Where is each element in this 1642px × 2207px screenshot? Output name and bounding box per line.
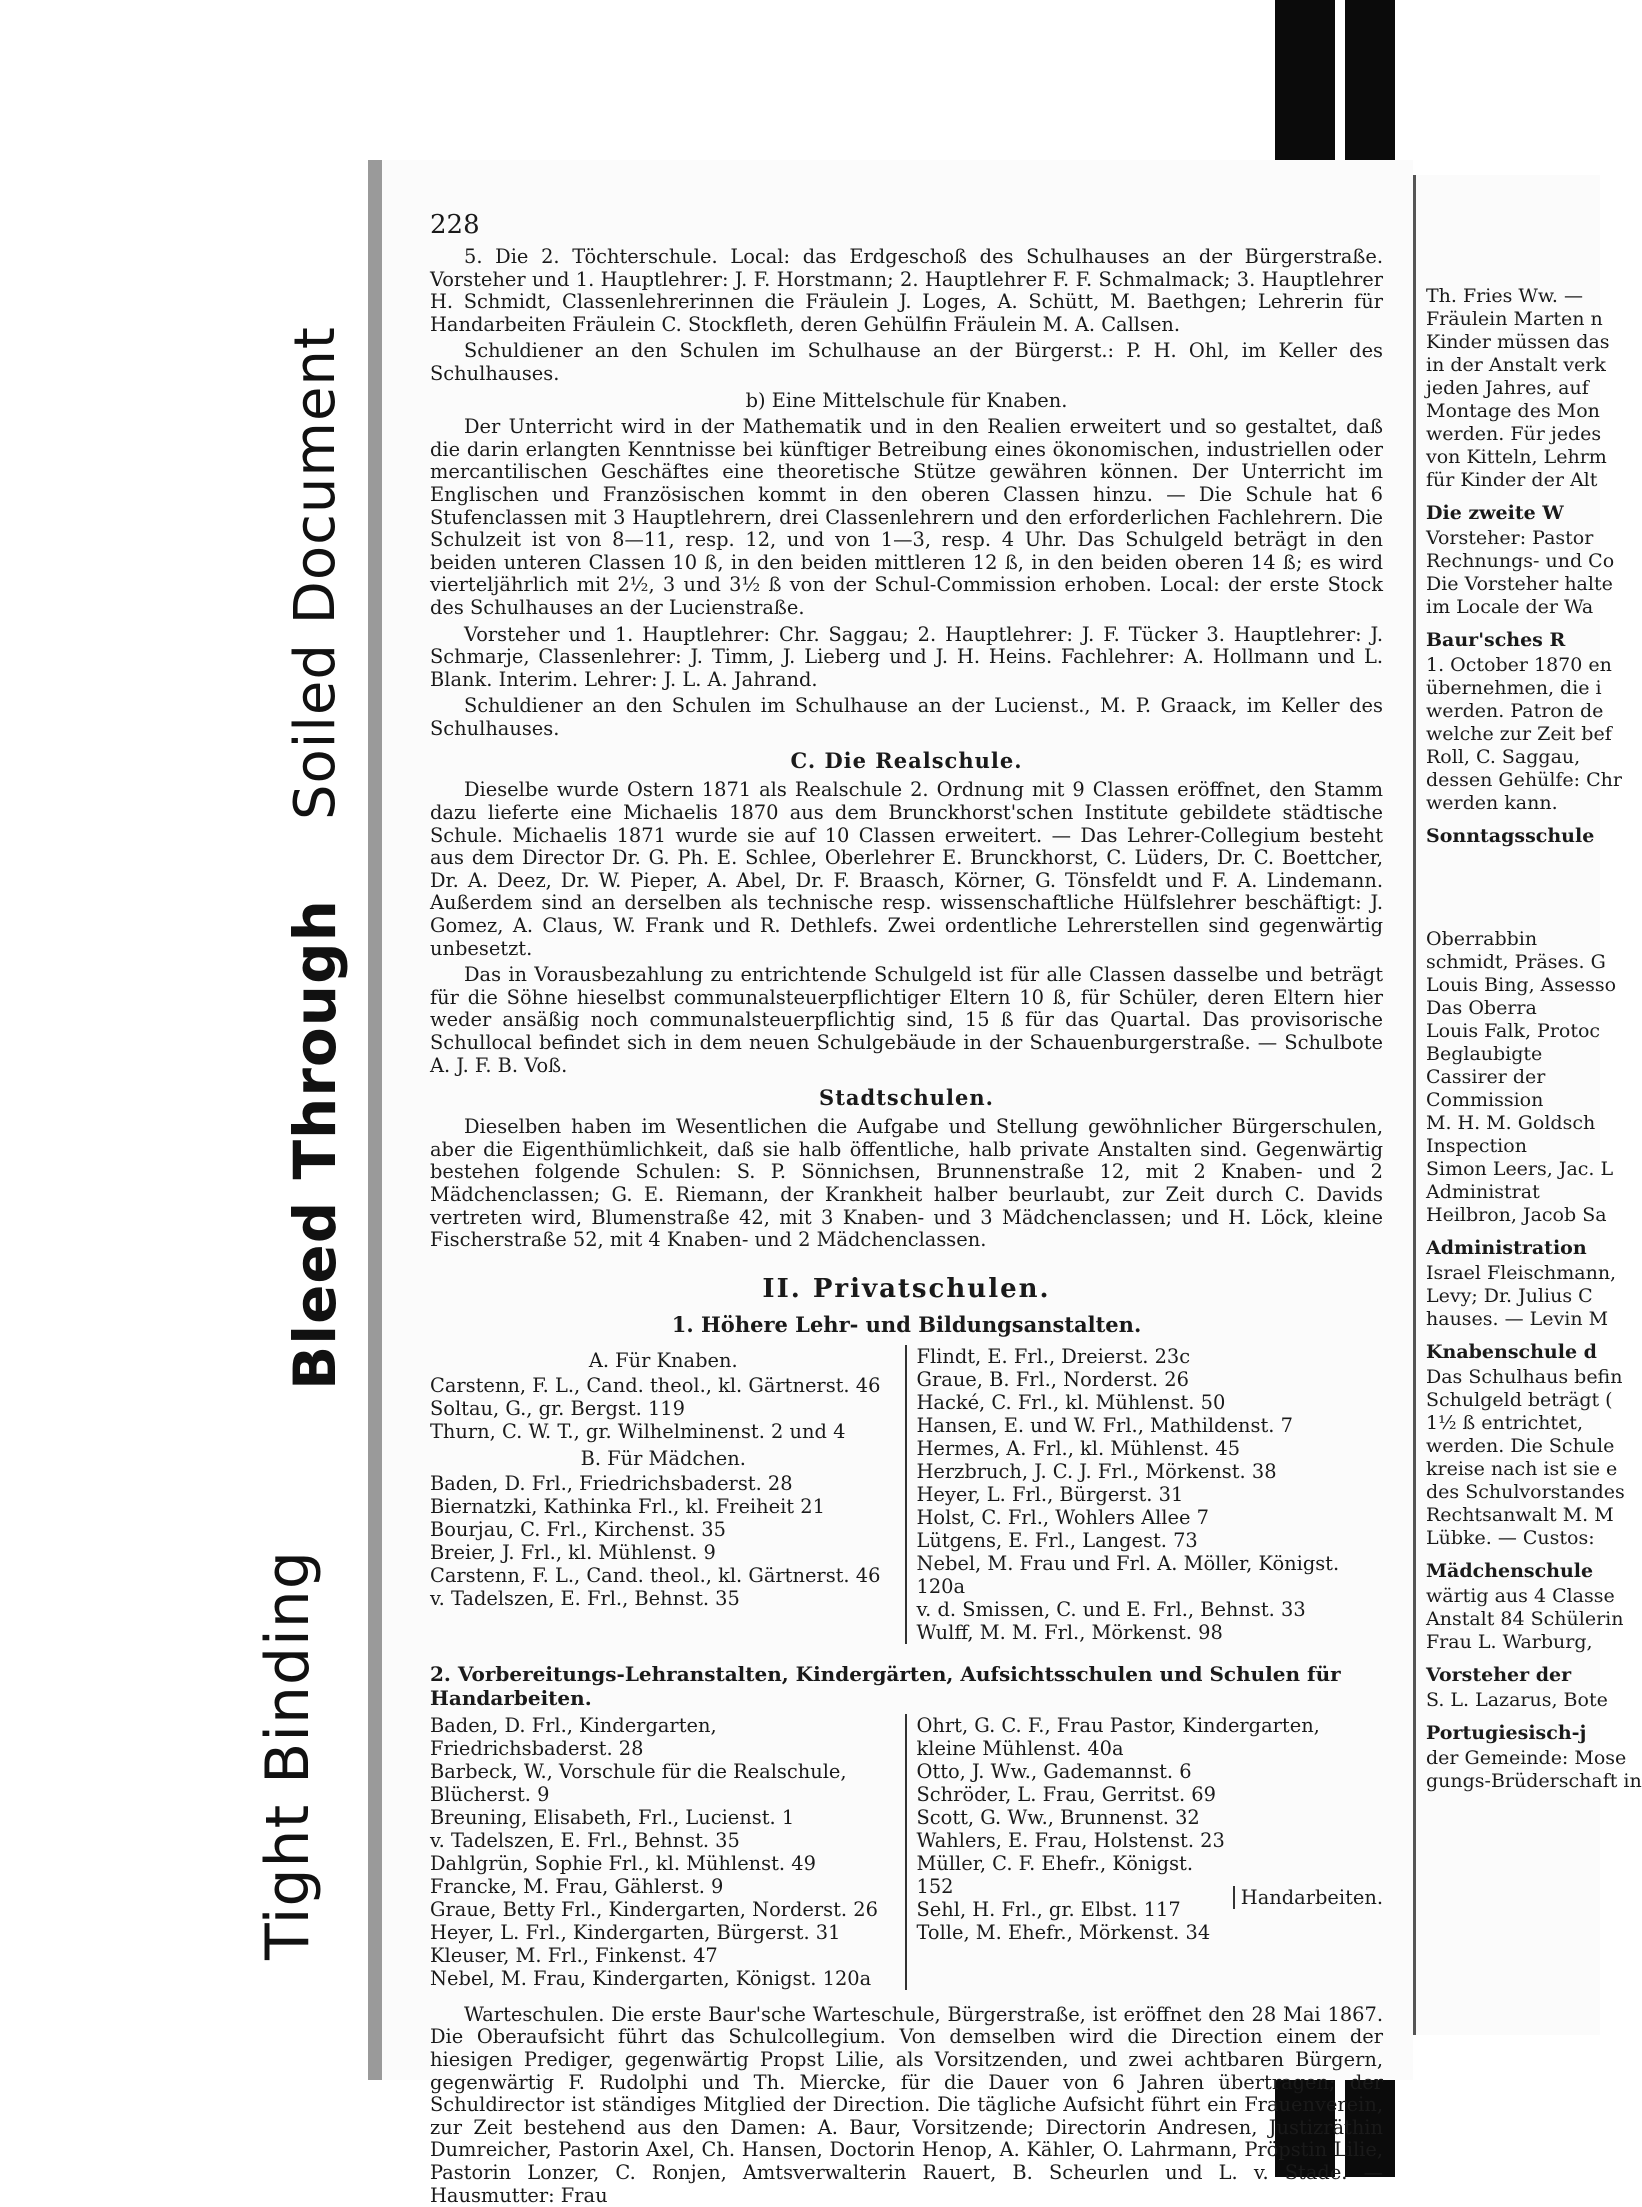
paragraph: Dieselbe wurde Ostern 1871 als Realschule 2. Ordnung mit 9 Classen eröffnet, den Stamm dazu lieferte eine Michaelis 1870 aus dem Brunckhorst'schen Institute gebildete städtische Schule. Michaelis 1871 wurde sie auf 10 Classen erweitert. — Das Lehrer-Collegium besteht aus dem Director Dr. G. Ph. E. Schlee, Oberlehrer E. Brunckhorst, C. Lüders, Dr. C. Boettcher, Dr. A. Deez, Dr. W. Pieper, A. Abel, Dr. F. Braasch, Körner, G. Tönsfeldt und F. A. Lindemann. Außerdem sind an derselben als technische resp. wissenschaftliche Hülfslehrer beschäftigt: J. Gomez, A. Claus, W. Frank und R. Dethlefs. Zwei ordentliche Lehrerstellen sind gegenwärtig unbesetzt. [430, 778, 1383, 960]
list-item: Barbeck, W., Vorschule für die Realschule, Blücherst. 9 [430, 1759, 847, 1806]
fragment-heading: Knabenschule d [1426, 1341, 1597, 1363]
fragment-heading: Portugiesisch-j [1426, 1722, 1587, 1744]
list-item: Sehl, H. Frl., gr. Elbst. 117 [916, 1897, 1181, 1921]
fragment-line: Louis Bing, Assesso [1426, 974, 1617, 996]
list-item: Otto, J. Ww., Gademannst. 6 [916, 1759, 1192, 1783]
fragment-line: Die Vorsteher halte [1426, 573, 1613, 595]
handarbeiten-items [917, 1852, 1233, 1944]
fragment-line: M. H. M. Goldsch [1426, 1112, 1596, 1134]
fragment-line: Anstalt 84 Schülerin [1426, 1608, 1624, 1630]
fragment-line: 1½ ß entrichtet, [1426, 1412, 1583, 1434]
list-item: Breier, J. Frl., kl. Mühlenst. 9 [430, 1540, 716, 1564]
section-heading-privatschulen: II. Privatschulen. [762, 1273, 1051, 1304]
school-list-right [917, 1345, 1384, 1644]
fragment-line: Frau L. Warburg, [1426, 1631, 1593, 1653]
fragment-line: für Kinder der Alt [1426, 469, 1598, 491]
list-subheading: B. Für Mädchen. [580, 1446, 746, 1470]
list-item: Schröder, L. Frau, Gerritst. 69 [916, 1782, 1216, 1806]
list-item: Heyer, L. Frl., Bürgerst. 31 [916, 1482, 1184, 1506]
fragment-line: des Schulvorstandes [1426, 1481, 1625, 1503]
list-item: Hansen, E. und W. Frl., Mathildenst. 7 [916, 1413, 1293, 1437]
fragment-line: Th. Fries Ww. — [1426, 285, 1583, 307]
book-page [368, 160, 1413, 2207]
fragment-line: im Locale der Wa [1426, 596, 1594, 618]
fragment-line: wärtig aus 4 Classe [1426, 1585, 1615, 1607]
fragment-line: Rechnungs- und Co [1426, 550, 1615, 572]
school-list-columns [430, 1345, 1383, 1644]
fragment-line: werden. Patron de [1426, 700, 1604, 722]
fragment-line: in der Anstalt verk [1426, 354, 1606, 376]
vorbereitung-list-columns [430, 1714, 1383, 1990]
list-item: Wahlers, E. Frau, Holstenst. 23 [916, 1828, 1225, 1852]
list-item: Hacké, C. Frl., kl. Mühlenst. 50 [916, 1390, 1226, 1414]
list-item: Bourjau, C. Frl., Kirchenst. 35 [430, 1517, 726, 1541]
bleed-through-stamp: Bleed Through [281, 899, 349, 1390]
paragraph: Das in Vorausbezahlung zu entrichtende Schulgeld ist für alle Classen dasselbe und beträgt für die Söhne hieselbst communalsteuerpflichtiger Eltern 10 ß, für Schüler, deren Eltern hier weder ansäßig noch communalsteuerpflichtig sind, 15 ß für das Quartal. Das provisorische Schullocal befindet sich in dem neuen Schulgebäude in der Schauenburgerstraße. — Schulbote A. J. F. B. Voß. [430, 963, 1383, 1077]
fragment-line: Simon Leers, Jac. L [1426, 1158, 1614, 1180]
section-heading-realschule: C. Die Realschule. [790, 748, 1023, 774]
fragment-line: Montage des Mon [1426, 400, 1600, 422]
list-item: Dahlgrün, Sophie Frl., kl. Mühlenst. 49 [430, 1851, 816, 1875]
fragment-line: Levy; Dr. Julius C [1426, 1285, 1593, 1307]
paragraph: Dieselben haben im Wesentlichen die Aufgabe und Stellung gewöhnlicher Bürgerschulen, aber die Eigenthümlichkeit, daß sie halb öffentliche, halb private Anstalten sind. Gegenwärtig bestehen folgende Schulen: S. P. Sönnichsen, Brunnenstraße 12, mit 2 Knaben- und 2 Mädchenclassen; G. E. Riemann, der Krankheit halber beurlaubt, zur Zeit durch C. Davids vertreten wird, Blumenstraße 42, mit 3 Knaben- und 3 Mädchenclassen; und H. Löck, kleine Fischerstraße 52, mit 4 Knaben- und 2 Mädchenclassen. [430, 1115, 1383, 1252]
paragraph: 5. Die 2. Töchterschule. Local: das Erdgeschoß des Schulhauses an der Bürgerstraße. Vorsteher und 1. Hauptlehrer: J. F. Horstmann; 2. Hauptlehrer F. F. Schmalmack; 3. Hauptlehrer H. Schmidt, Classenlehrerinnen die Fräulein J. Loges, A. Schütt, M. Baethgen; Lehrerin für Handarbeiten Fräulein C. Stockfleth, deren Gehülfin Fräulein M. A. Callsen. [430, 245, 1383, 336]
fragment-line: Heilbron, Jacob Sa [1426, 1204, 1607, 1226]
fragment-line: der Gemeinde: Mose [1426, 1747, 1627, 1769]
list-item: v. Tadelszen, E. Frl., Behnst. 35 [430, 1828, 740, 1852]
fragment-line: 1. October 1870 en [1426, 654, 1612, 676]
list-item: Baden, D. Frl., Kindergarten, Friedrichsbaderst. 28 [430, 1713, 717, 1760]
subsection-heading: 1. Höhere Lehr- und Bildungsanstalten. [671, 1311, 1142, 1337]
section-title: b) Eine Mittelschule für Knaben. [745, 388, 1068, 412]
fragment-line: werden kann. [1426, 792, 1558, 814]
list-item: Biernatzki, Kathinka Frl., kl. Freiheit 21 [430, 1494, 825, 1518]
handarbeiten-label: Handarbeiten. [1233, 1886, 1383, 1909]
fragment-line: Administrat [1426, 1181, 1540, 1203]
fragment-heading: Die zweite W [1426, 502, 1564, 524]
fragment-line: Beglaubigte [1426, 1043, 1543, 1065]
fragment-line: hauses. — Levin M [1426, 1308, 1609, 1330]
school-list-left [430, 1345, 907, 1644]
handarbeiten-group [917, 1852, 1384, 1944]
list-item: Herzbruch, J. C. J. Frl., Mörkenst. 38 [916, 1459, 1277, 1483]
fragment-heading: Mädchenschule [1426, 1560, 1594, 1582]
paragraph: Schuldiener an den Schulen im Schulhause an der Bürgerst.: P. H. Ohl, im Keller des Schulhauses. [430, 339, 1383, 385]
fragment-line: Rechtsanwalt M. M [1426, 1504, 1614, 1526]
fragment-line: Das Schulhaus befin [1426, 1366, 1623, 1388]
fragment-line: Israel Fleischmann, [1426, 1262, 1617, 1284]
list-item: Nebel, M. Frau und Frl. A. Möller, Königst. 120a [916, 1551, 1340, 1598]
list-item: v. d. Smissen, C. und E. Frl., Behnst. 33 [916, 1597, 1306, 1621]
fragment-line: werden. Die Schule [1426, 1435, 1615, 1457]
paragraph: Der Unterricht wird in der Mathematik und in den Realien erweitert und so gestaltet, daß die darin erlangten Kenntnisse bei künftiger Betreibung eines ökonomischen, industriellen oder mercantilischen Geschäftes eine theoretische Stütze gewähren können. Der Unterricht im Englischen und Französischen kommt in den oberen Classen hinzu. — Die Schule hat 6 Stufenclassen mit 3 Hauptlehrern, drei Classenlehrern und den erforderlichen Fachlehrern. Die Schulzeit ist von 8—11, resp. 12, und von 1—3, resp. 4 Uhr. Das Schulgeld beträgt in den beiden unteren Classen 10 ß, in den beiden mittleren 12 ß, in den beiden oberen 14 ß; es wird vierteljährlich mit 2½, 3 und 3½ ß von der Schul-Commission erhoben. Local: der erste Stock des Schulhauses an der Lucienstraße. [430, 415, 1383, 619]
fragment-line: kreise nach ist sie e [1426, 1458, 1618, 1480]
list-item: Heyer, L. Frl., Kindergarten, Bürgerst. 31 [430, 1920, 841, 1944]
fragment-line: S. L. Lazarus, Bote [1426, 1689, 1608, 1711]
fragment-line: dessen Gehülfe: Chr [1426, 769, 1622, 791]
list-item: Müller, C. F. Ehefr., Königst. 152 [916, 1851, 1193, 1898]
vorbereitung-list-left [430, 1714, 907, 1990]
paragraph: Vorsteher und 1. Hauptlehrer: Chr. Saggau; 2. Hauptlehrer: J. F. Tücker 3. Hauptlehrer: J. Schmarje, Classenlehrer: J. Timm, J. Lieberg und J. H. Heins. Fachlehrer: A. Hollmann und L. Blank. Interim. Lehrer: J. L. A. Jahrand. [430, 622, 1383, 691]
fragment-line: von Kitteln, Lehrm [1426, 446, 1607, 468]
fragment-line: Roll, C. Saggau, [1426, 746, 1581, 768]
list-item: Kleuser, M. Frl., Finkenst. 47 [430, 1943, 718, 1967]
paragraph: Schuldiener an den Schulen im Schulhause an der Lucienst., M. P. Graack, im Keller des Schulhauses. [430, 694, 1383, 740]
fragment-line: werden. Für jedes [1426, 423, 1602, 445]
subsection-heading: 2. Vorbereitungs-Lehranstalten, Kindergärten, Aufsichtsschulen und Schulen für Handarbeiten. [430, 1661, 1341, 1710]
list-item: Wulff, M. M. Frl., Mörkenst. 98 [916, 1620, 1223, 1644]
list-item: Baden, D. Frl., Friedrichsbaderst. 28 [430, 1471, 793, 1495]
soiled-document-stamp: Soiled Document [283, 326, 348, 820]
fragment-line: schmidt, Präses. G [1426, 951, 1606, 973]
vorbereitung-list-right [917, 1714, 1384, 1990]
list-item: Hermes, A. Frl., kl. Mühlenst. 45 [916, 1436, 1241, 1460]
fragment-line: jeden Jahres, auf [1426, 377, 1589, 399]
fragment-line: welche zur Zeit bef [1426, 723, 1612, 745]
list-item: Graue, B. Frl., Norderst. 26 [916, 1367, 1189, 1391]
fragment-line: gungs-Brüderschaft in [1426, 1770, 1642, 1792]
list-item: Carstenn, F. L., Cand. theol., kl. Gärtnerst. 46 [430, 1373, 881, 1397]
list-item: Francke, M. Frau, Gählerst. 9 [430, 1874, 724, 1898]
list-item: Ohrt, G. C. F., Frau Pastor, Kindergarten, kleine Mühlenst. 40a [916, 1713, 1320, 1760]
section-heading-stadtschulen: Stadtschulen. [819, 1085, 994, 1111]
fragment-line: Schulgeld beträgt ( [1426, 1389, 1613, 1411]
list-item: Flindt, E. Frl., Dreierst. 23c [916, 1344, 1191, 1368]
list-item: Lütgens, E. Frl., Langest. 73 [916, 1528, 1198, 1552]
fragment-heading: Baur'sches R [1426, 629, 1566, 651]
paragraph: Warteschulen. Die erste Baur'sche Warteschule, Bürgerstraße, ist eröffnet den 28 Mai 1867. Die Oberaufsicht führt das Schulcollegium. Von demselben wird die Direction einem der hiesigen Prediger, gegenwärtig Propst Lilie, als Vorsitzenden, und zwei achtbaren Bürgern, gegenwärtig F. Rudolphi und Th. Miercke, für die Dauer von 6 Jahren übertragen; der Schuldirector ist ständiges Mitglied der Direction. Die tägliche Aufsicht führt ein Frauenverein, zur Zeit bestehend aus den Damen: A. Baur, Vorsitzende; Directorin Andresen, Justizräthin Dumreicher, Pastorin Axel, Ch. Hansen, Doctorin Henop, A. Kähler, O. Lahrmann, Pröpstin Lilie, Pastorin Lonzer, C. Ronjen, Amtsverwalterin Rauert, B. Scheurlen und L. v. Stade. — Hausmutter: Frau [430, 2002, 1383, 2207]
fragment-heading: Vorsteher der [1426, 1664, 1572, 1686]
fragment-line: Commission [1426, 1089, 1544, 1111]
list-item: Soltau, G., gr. Bergst. 119 [430, 1396, 685, 1420]
fragment-line: Louis Falk, Protoc [1426, 1020, 1601, 1042]
fragment-line: Cassirer der [1426, 1066, 1546, 1088]
list-item: Tolle, M. Ehefr., Mörkenst. 34 [916, 1920, 1211, 1944]
fragment-line: Vorsteher: Pastor [1426, 527, 1594, 549]
list-item: Holst, C. Frl., Wohlers Allee 7 [916, 1505, 1209, 1529]
fragment-line: Inspection [1426, 1135, 1527, 1157]
fragment-line: Fräulein Marten n [1426, 308, 1603, 330]
adjacent-page-fragment [1413, 175, 1642, 2035]
fragment-line: Lübke. — Custos: [1426, 1527, 1595, 1549]
tight-binding-stamp: Tight Binding [253, 1550, 323, 1960]
list-item: Graue, Betty Frl., Kindergarten, Norderst. 26 [430, 1897, 878, 1921]
fragment-line: übernehmen, die i [1426, 677, 1602, 699]
list-item: Nebel, M. Frau, Kindergarten, Königst. 120a [430, 1966, 872, 1990]
fragment-heading: Sonntagsschule [1426, 825, 1595, 847]
list-item: Breuning, Elisabeth, Frl., Lucienst. 1 [430, 1805, 795, 1829]
fragment-line: Oberrabbin [1426, 928, 1538, 950]
list-item: Thurn, C. W. T., gr. Wilhelminenst. 2 und 4 [430, 1419, 846, 1443]
list-item: Carstenn, F. L., Cand. theol., kl. Gärtnerst. 46 [430, 1563, 881, 1587]
list-item: Scott, G. Ww., Brunnenst. 32 [916, 1805, 1200, 1829]
list-item: v. Tadelszen, E. Frl., Behnst. 35 [430, 1586, 740, 1610]
fragment-line: Kinder müssen das [1426, 331, 1610, 353]
page-number: 228 [430, 210, 480, 240]
fragment-line: Das Oberra [1426, 997, 1537, 1019]
list-subheading: A. Für Knaben. [588, 1348, 738, 1372]
fragment-heading: Administration [1426, 1237, 1587, 1259]
